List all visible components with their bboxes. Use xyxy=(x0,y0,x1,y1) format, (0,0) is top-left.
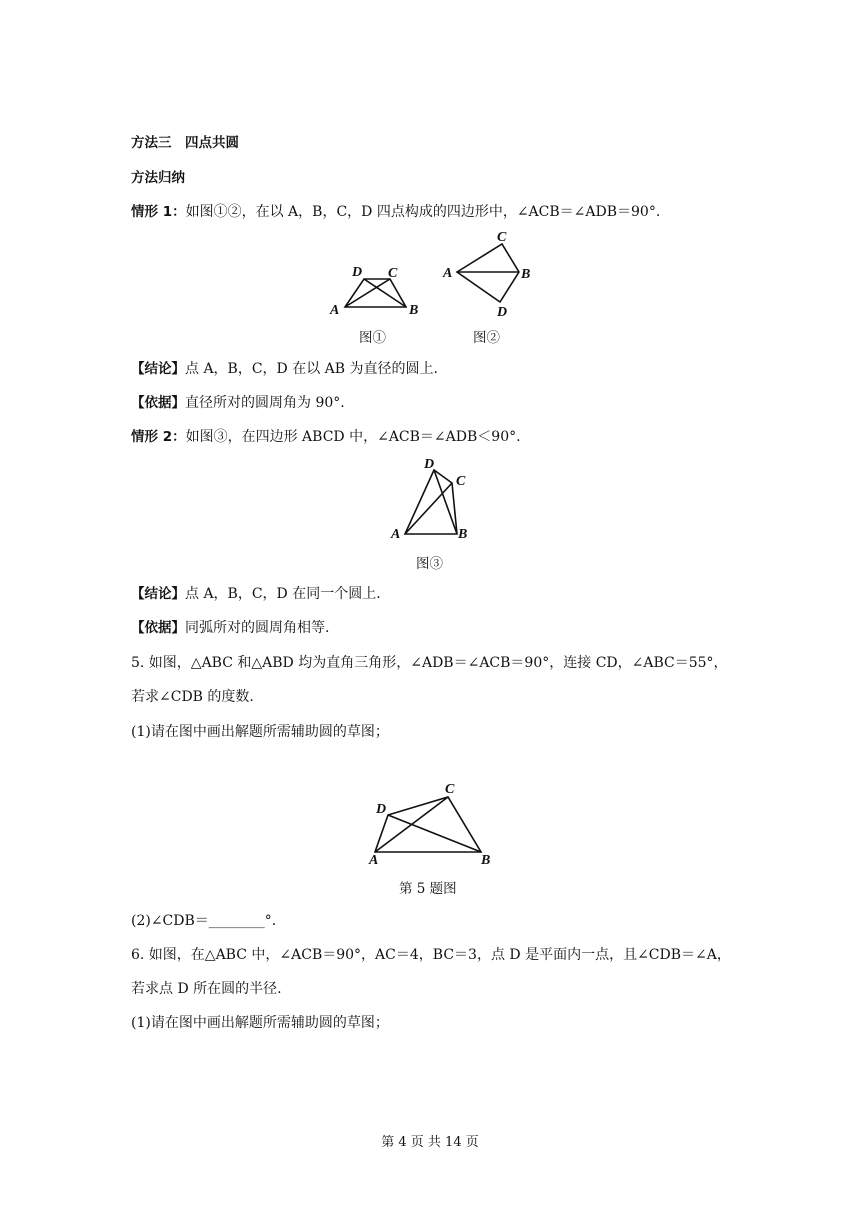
fig1-label-b: B xyxy=(409,303,419,318)
q5-line2: 若求∠CDB 的度数. xyxy=(131,689,254,705)
q5-fig-caption: 第 5 题图 xyxy=(399,881,457,897)
q5-label-d: D xyxy=(376,802,387,817)
q5-line1: 5. 如图，△ABC 和△ABD 均为直角三角形，∠ADB＝∠ACB＝90°，连接 CD，∠ABC＝55°， xyxy=(131,655,728,671)
fig1-label-a: A xyxy=(330,303,340,318)
case2-text: 如图③，在四边形 ABCD 中，∠ACB＝∠ADB＜90°. xyxy=(185,429,521,445)
fig1-diagonal-bd xyxy=(364,279,406,307)
case1-statement xyxy=(131,203,660,221)
q5-label-a: A xyxy=(369,853,379,868)
method-title: 方法三 四点共圆 xyxy=(131,135,239,151)
q6-part1: (1)请在图中画出解题所需辅助圆的草图； xyxy=(131,1015,389,1031)
case1-label: 情形 1： xyxy=(131,204,186,220)
case1-basis-tag: 【依据】 xyxy=(131,395,185,411)
summary-heading: 方法归纳 xyxy=(131,170,185,186)
figure-1 xyxy=(330,262,430,322)
fig2-label-b: B xyxy=(521,267,531,282)
q5-quadrilateral xyxy=(375,797,481,852)
fig1-label-c: C xyxy=(388,266,398,281)
case1-basis-text: 直径所对的圆周角为 90°. xyxy=(185,395,345,411)
figure-2 xyxy=(440,228,540,323)
case2-basis-text: 同弧所对的圆周角相等. xyxy=(185,620,330,636)
case2-conclusion xyxy=(131,585,381,603)
fig3-label-a: A xyxy=(391,527,401,542)
fig3-label-d: D xyxy=(424,457,435,472)
fig3-caption: 图③ xyxy=(416,556,443,572)
case2-basis xyxy=(131,619,329,637)
q5-part1: (1)请在图中画出解题所需辅助圆的草图； xyxy=(131,724,389,740)
fig1-caption: 图① xyxy=(359,330,386,346)
case1-conclusion-text: 点 A，B，C，D 在以 AB 为直径的圆上. xyxy=(185,361,438,377)
figure-q5 xyxy=(365,780,505,870)
page-footer: 第 4 页 共 14 页 xyxy=(381,1135,479,1150)
case1-conclusion xyxy=(131,360,438,378)
case2-statement xyxy=(131,428,521,446)
fig2-caption: 图② xyxy=(473,330,500,346)
fig3-label-b: B xyxy=(458,527,468,542)
case1-text: 如图①②，在以 A，B，C，D 四点构成的四边形中，∠ACB＝∠ADB＝90°. xyxy=(185,204,661,220)
case2-label: 情形 2： xyxy=(131,429,186,445)
figure-3 xyxy=(388,455,478,545)
case1-basis xyxy=(131,394,345,412)
fig2-label-c: C xyxy=(497,230,507,245)
fig2-label-a: A xyxy=(443,266,453,281)
fig3-label-c: C xyxy=(456,474,466,489)
q5-label-c: C xyxy=(445,782,455,797)
q5-label-b: B xyxy=(481,853,491,868)
fig1-diagonal-ac xyxy=(345,279,390,307)
fig3-diagonal-ac xyxy=(405,483,452,534)
fig1-quadrilateral xyxy=(345,279,406,307)
case1-conclusion-tag: 【结论】 xyxy=(131,361,185,377)
fig2-kite xyxy=(457,244,519,302)
case2-conclusion-tag: 【结论】 xyxy=(131,586,185,602)
case2-basis-tag: 【依据】 xyxy=(131,620,185,636)
fig1-label-d: D xyxy=(352,265,363,280)
q6-line1: 6. 如图，在△ABC 中，∠ACB＝90°，AC＝4，BC＝3，点 D 是平面内一点，且∠CDB＝∠A， xyxy=(131,947,731,963)
q5-diagonal-bd xyxy=(388,815,481,852)
q5-part2: (2)∠CDB＝________°. xyxy=(131,913,277,929)
q6-line2: 若求点 D 所在圆的半径. xyxy=(131,981,282,997)
case2-conclusion-text: 点 A，B，C，D 在同一个圆上. xyxy=(185,586,381,602)
fig2-label-d: D xyxy=(497,305,508,320)
